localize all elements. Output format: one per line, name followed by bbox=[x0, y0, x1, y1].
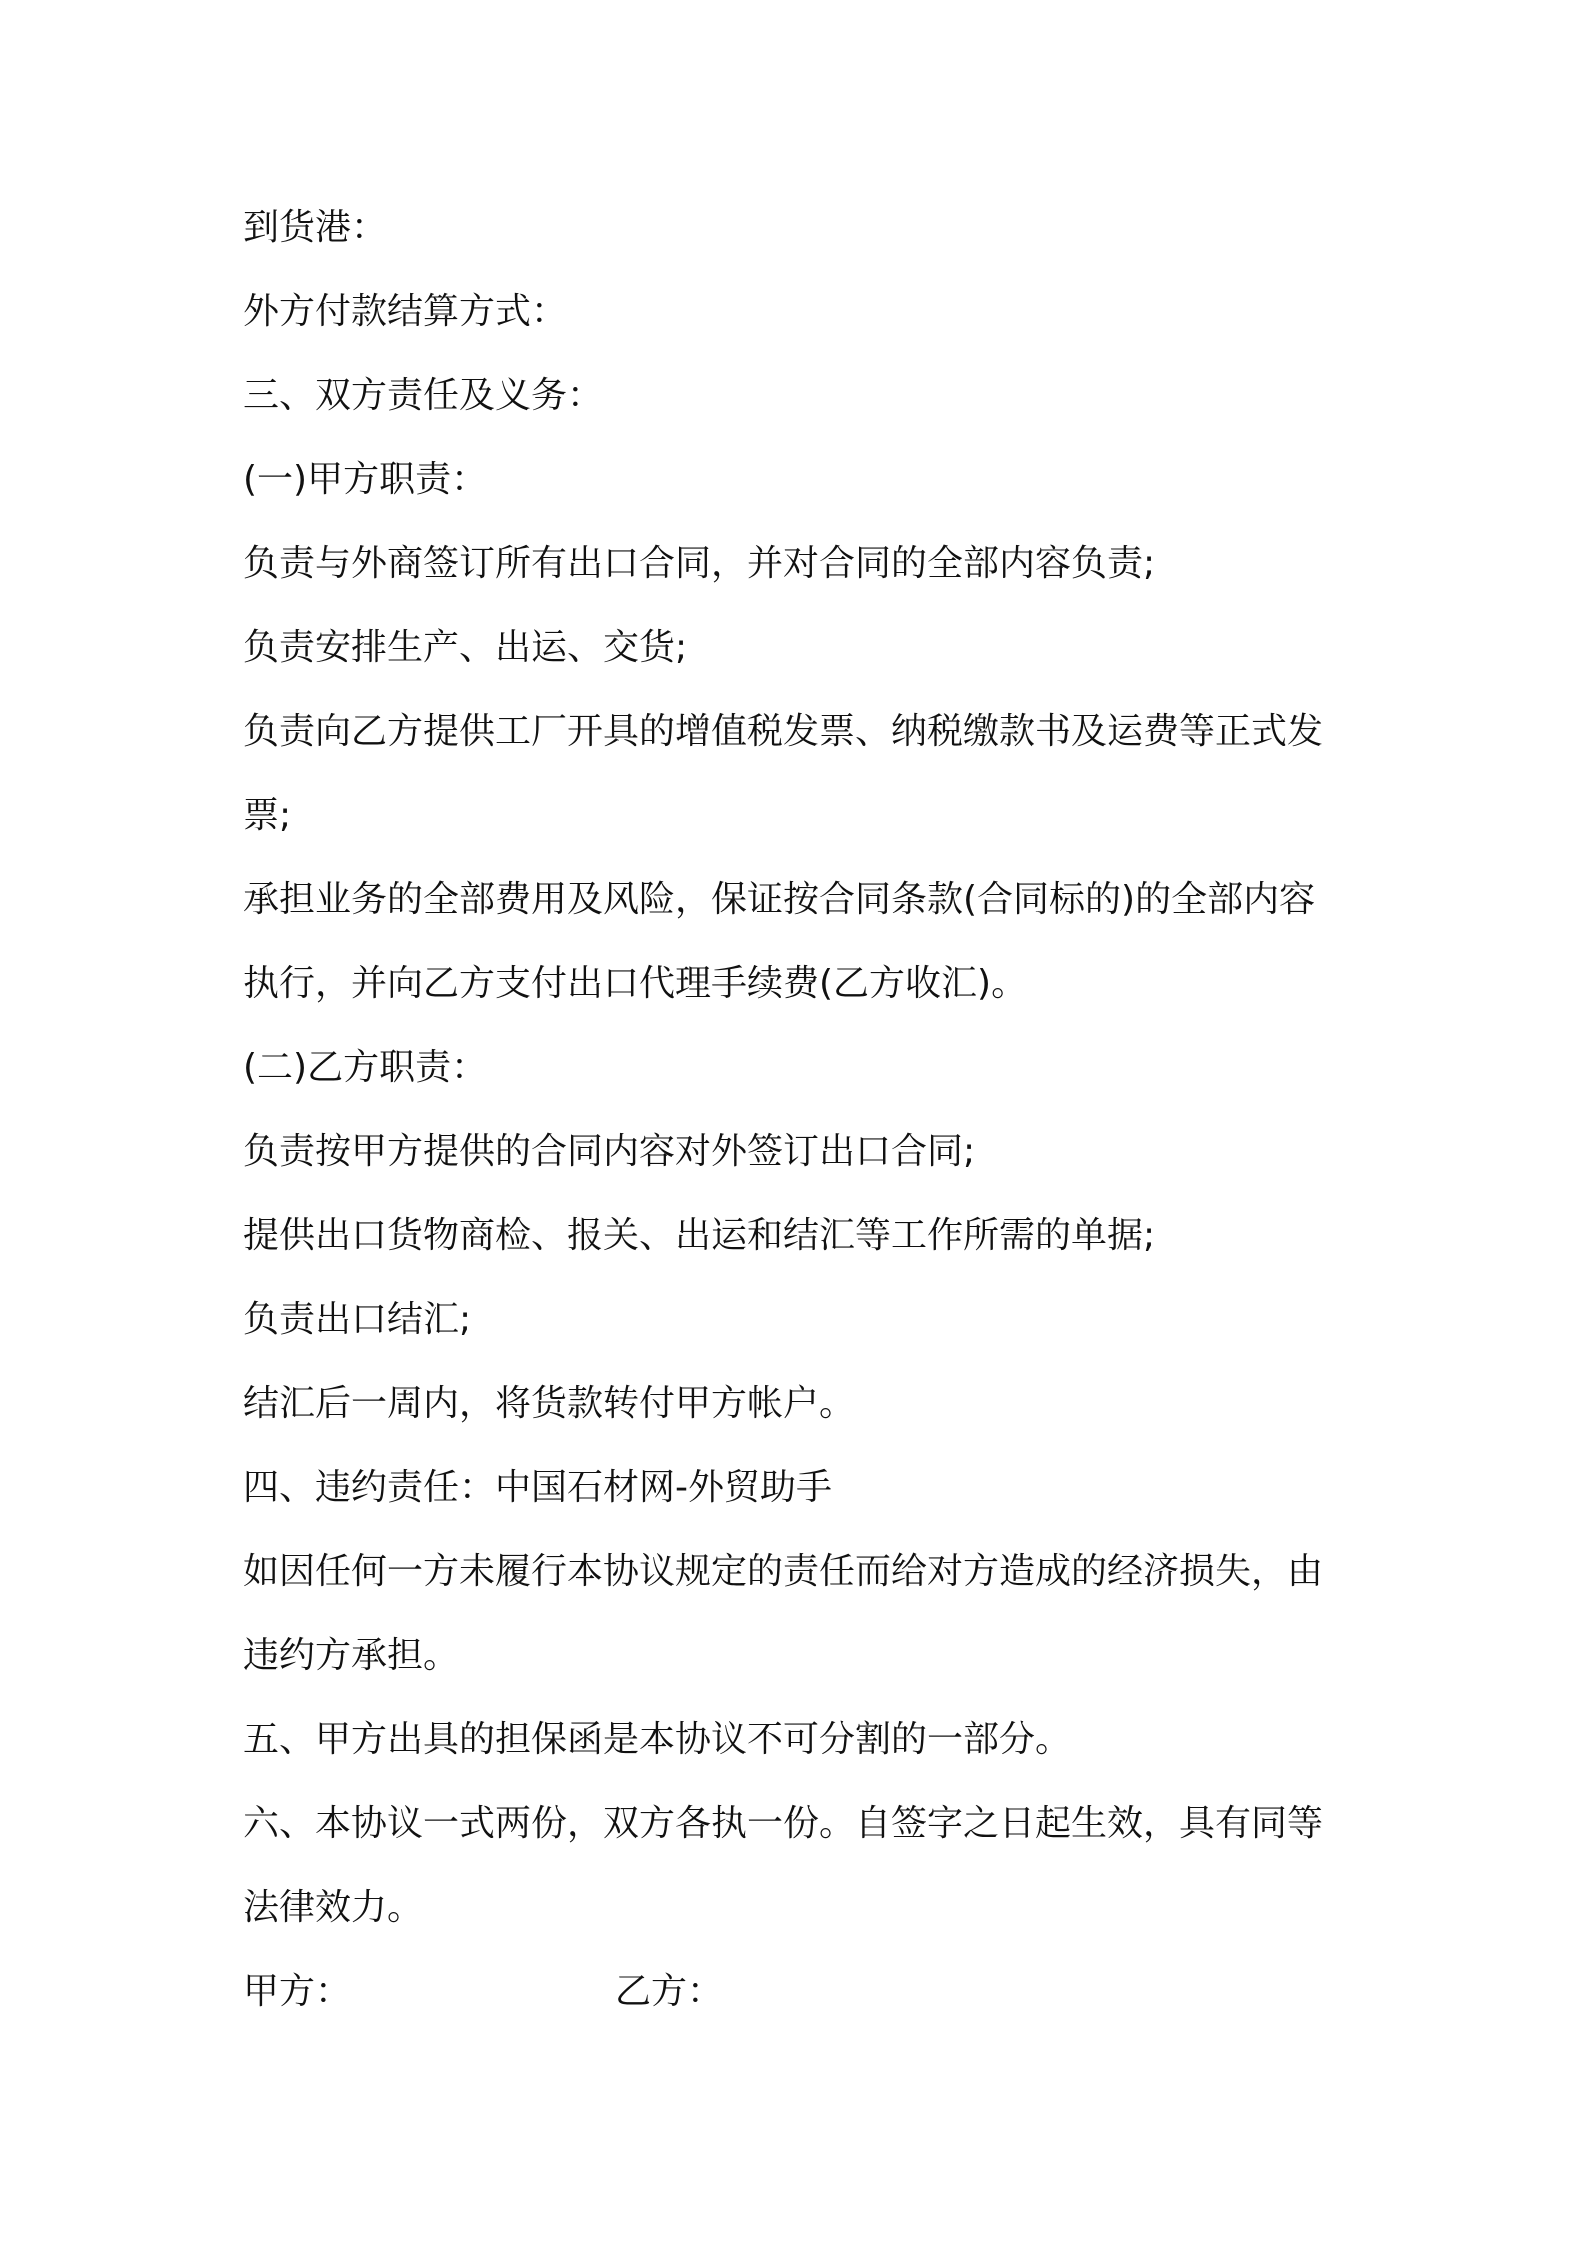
section-heading: 四、违约责任：中国石材网-外贸助手 bbox=[243, 1467, 832, 1508]
text-line: 结汇后一周内，将货款转付甲方帐户。 bbox=[243, 1383, 856, 1424]
text-line: 提供出口货物商检、报关、出运和结汇等工作所需的单据; bbox=[243, 1215, 1156, 1256]
text-line: 法律效力。 bbox=[243, 1887, 424, 1928]
subsection-heading: (一)甲方职责： bbox=[243, 459, 488, 500]
subsection-heading: (二)乙方职责： bbox=[243, 1047, 488, 1088]
party-a-signature-label: 甲方： bbox=[243, 1971, 352, 2012]
signature-row bbox=[0, 1968, 1586, 2016]
text-line: 负责向乙方提供工厂开具的增值税发票、纳税缴款书及运费等正式发 bbox=[243, 711, 1324, 752]
text-line: 票; bbox=[243, 795, 292, 836]
section-heading: 六、本协议一式两份，双方各执一份。自签字之日起生效，具有同等 bbox=[243, 1803, 1324, 1844]
text-line: 负责出口结汇; bbox=[243, 1299, 472, 1340]
text-line: 负责按甲方提供的合同内容对外签订出口合同; bbox=[243, 1131, 976, 1172]
text-line: 执行，并向乙方支付出口代理手续费(乙方收汇)。 bbox=[243, 963, 1028, 1004]
text-line: 负责与外商签订所有出口合同，并对合同的全部内容负责; bbox=[243, 543, 1156, 584]
text-line: 外方付款结算方式： bbox=[243, 291, 568, 332]
section-heading: 五、甲方出具的担保函是本协议不可分割的一部分。 bbox=[243, 1719, 1072, 1760]
party-b-signature-label: 乙方： bbox=[615, 1971, 724, 2012]
section-heading: 三、双方责任及义务： bbox=[243, 375, 604, 416]
text-line: 违约方承担。 bbox=[243, 1635, 460, 1676]
text-line: 承担业务的全部费用及风险，保证按合同条款(合同标的)的全部内容 bbox=[243, 879, 1316, 920]
text-line: 如因任何一方未履行本协议规定的责任而给对方造成的经济损失，由 bbox=[243, 1551, 1324, 1592]
text-line: 到货港： bbox=[243, 207, 388, 248]
text-line: 负责安排生产、出运、交货; bbox=[243, 627, 688, 668]
